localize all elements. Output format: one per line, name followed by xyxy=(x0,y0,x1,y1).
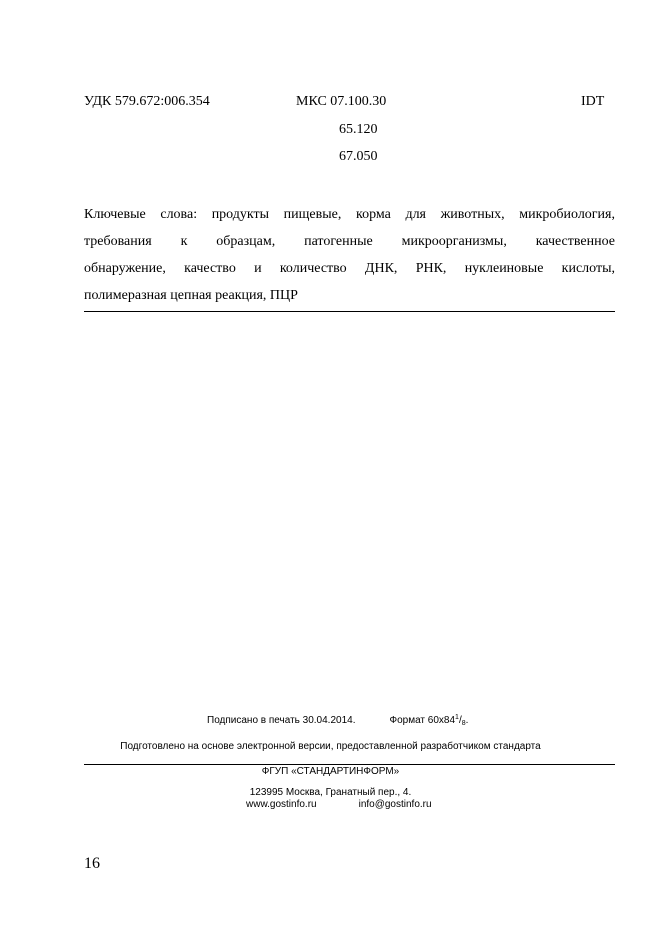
page-number: 16 xyxy=(84,855,100,872)
keywords-line: полимеразная цепная реакция, ПЦР xyxy=(84,288,298,303)
publisher-name: ФГУП «СТАНДАРТИНФОРМ» xyxy=(261,766,400,777)
publisher-website: www.gostinfo.ru xyxy=(246,799,317,810)
format-fraction-denominator: 8 xyxy=(461,720,466,727)
mks-code-tertiary: 67.050 xyxy=(339,149,378,164)
format-period: . xyxy=(465,715,469,726)
mks-code-secondary: 65.120 xyxy=(339,122,378,137)
prepared-note: Подготовлено на основе электронной версии, предоставленной разработчиком стандарта xyxy=(120,741,541,752)
imprint-divider xyxy=(84,764,615,765)
publisher-contacts xyxy=(246,799,432,810)
print-format-label: Формат 60x84 xyxy=(389,715,456,726)
print-info-line xyxy=(207,714,468,727)
keywords-divider xyxy=(84,311,615,312)
keywords-line: обнаружение, качество и количество ДНК, РНК, нуклеиновые кислоты, xyxy=(84,261,615,276)
keywords-line: Ключевые слова: продукты пищевые, корма для животных, микробиология, xyxy=(84,207,615,222)
keywords-paragraph xyxy=(84,201,615,309)
format-fraction-numerator: 1 xyxy=(455,714,459,721)
print-format: Формат $60x84^1/_8$. xyxy=(389,714,469,727)
keywords-line: требования к образцам, патогенные микроорганизмы, качественное xyxy=(84,234,615,249)
publisher-email: info@gostinfo.ru xyxy=(358,799,432,810)
idt-marker: IDT xyxy=(581,94,605,109)
signed-for-print: Подписано в печать 30.04.2014. xyxy=(207,715,356,726)
udk-code: УДК 579.672:006.354 xyxy=(84,94,210,109)
publisher-address: 123995 Москва, Гранатный пер., 4. xyxy=(249,787,412,798)
mks-code-primary: МКС 07.100.30 xyxy=(296,94,387,109)
